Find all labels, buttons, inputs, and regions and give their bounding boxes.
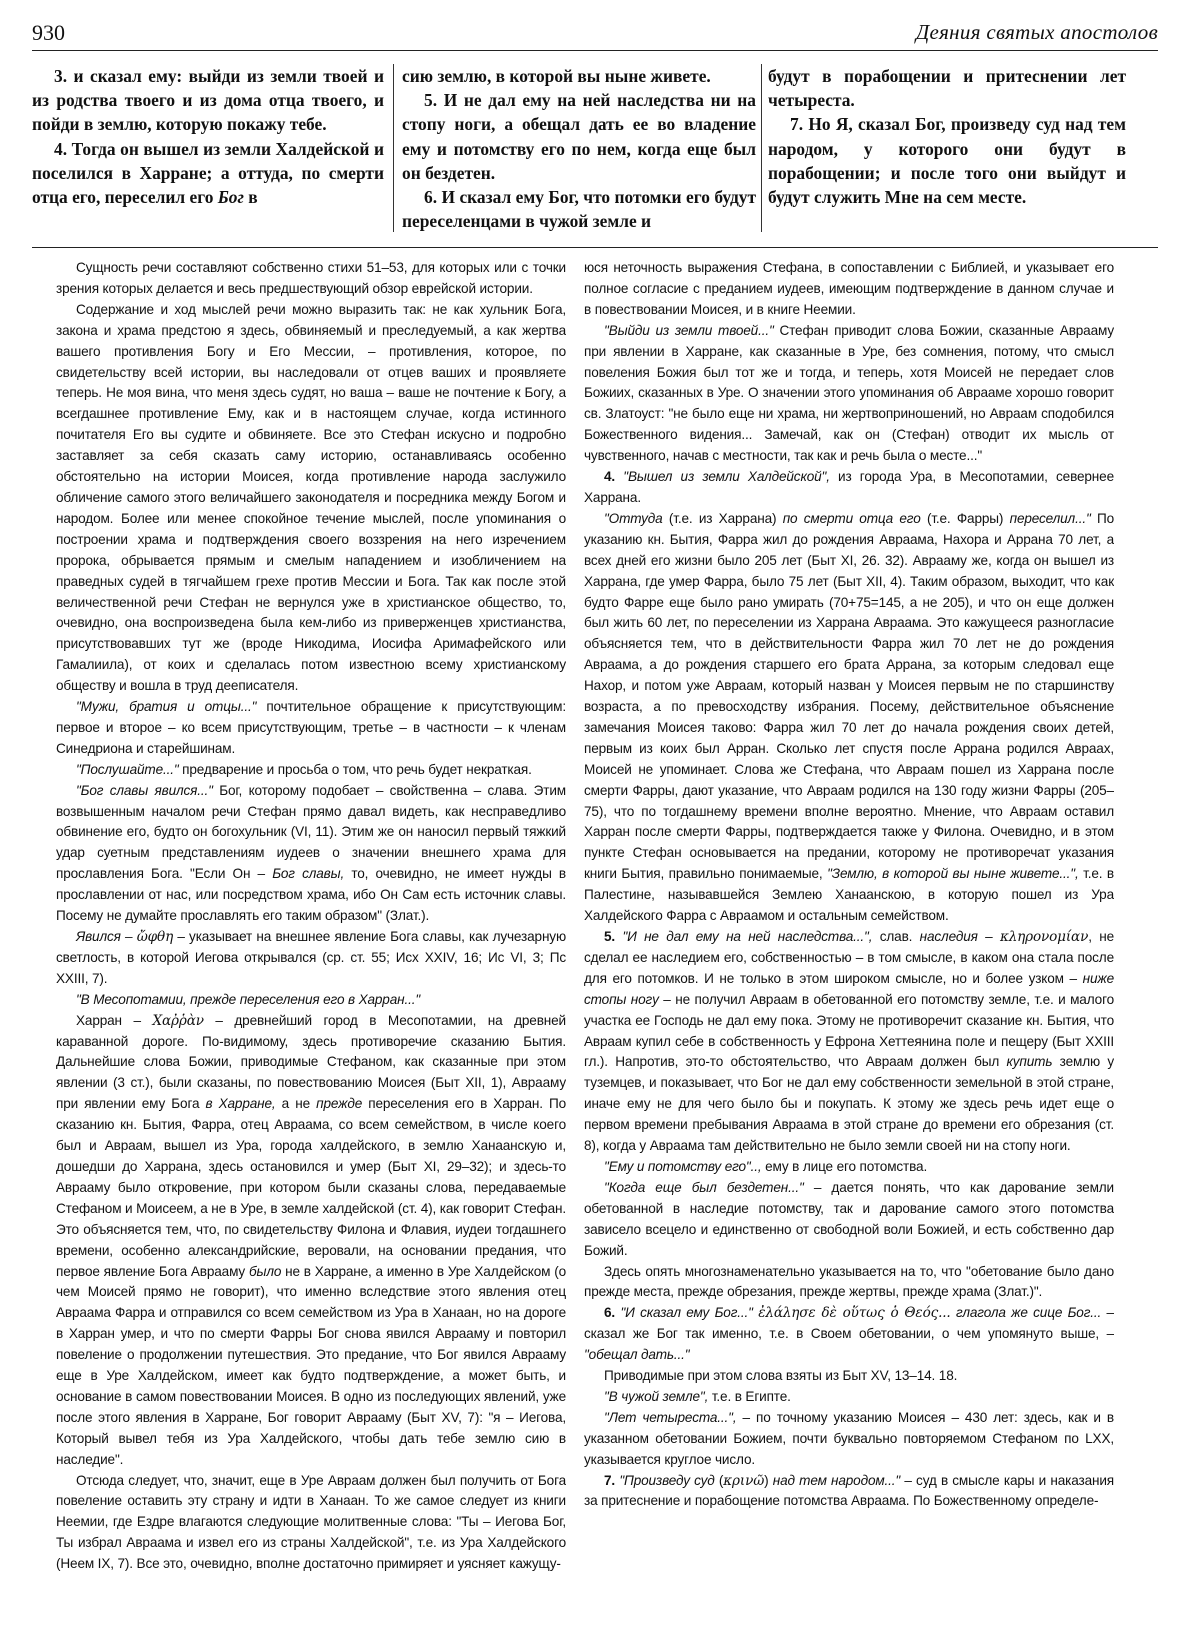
header-rule [32, 50, 1158, 51]
commentary-paragraph: Сущность речи составляют собственно стихи 51–53, для которых или с точки зрения которых делается и весь предшествующий обзор еврейской истории. [56, 260, 566, 296]
scripture-verse: 5. И не дал ему на ней наследства ни на стопу ноги, а обещал дать ее во владение ему и потомству его по нем, когда еще был он бездетен. [402, 90, 756, 183]
commentary-paragraph: 6. "И сказал ему Бог..." ἐλάλησε δὲ οὕτως ὁ Θεός... глагола же сице Бог... – сказал же Бог так именно, т.е. в Своем обетовании, о чем упомянуто выше, – "обещал дать..." [584, 1305, 1114, 1363]
page-header [32, 20, 1158, 50]
scripture-column-2 [402, 64, 756, 236]
commentary-paragraph: Здесь опять многознаменательно указывается на то, что "обетование было дано прежде места, прежде обрезания, прежде жертвы, прежде храма (Злат.)". [584, 1263, 1114, 1300]
commentary-paragraph: Отсюда следует, что, значит, еще в Уре Авраам должен был получить от Бога повеление оставить эту страну и идти в Ханаан. То же самое следует из книги Неемии, где Ездре влагаются следующие молитвенные слова: "Ты – Иегова Бог, Ты избрал Авраама и извел его из страны Халдейской", т.е. из Ура Халдейского (Неем IX, 7). Все это, очевидно, вполне достаточно примиряет и уясняет кажущу- [56, 1472, 566, 1572]
commentary-paragraph: "Ему и потомству его".., ему в лице его потомства. [604, 1158, 928, 1174]
commentary-paragraph: "Мужи, братия и отцы..." почтительное обращение к присутствующим: первое и второе – ко всем присутствующим, третье – в частности – к членам Синедриона и старейшинам. [56, 699, 566, 756]
scripture-verse: сию землю, в которой вы ныне живете. [402, 66, 711, 86]
column-divider [393, 64, 394, 232]
scripture-column-3 [768, 64, 1126, 236]
commentary-paragraph: Явился – ὤφθη – указывает на внешнее явление Бога славы, как лучезарную светлость, в которой Иегова открывался (ср. ст. 55; Исх XXIV, 16; Ис VI, 3; Пс XXIII, 7). [56, 929, 566, 986]
commentary-paragraph: "Бог славы явился..." Бог, которому подобает – свойственна – слава. Этим возвышенным началом речи Стефан прямо давал видеть, как несправедливо обвинение его, будто он богохульник (VI, 11). Этим же он наносил первый тяжкий удар суетным представлениям иудеев о значении внешнего храма для прославления Бога. "Если Он – Бог славы, то, очевидно, не имеет нужды в прославлении от нас, или посредством храма, ибо Он Сам есть источник славы. Посему не думайте прославлять его таким образом" (Злат.). [56, 782, 566, 924]
page-number: 930 [32, 20, 65, 45]
commentary-paragraph: "Лет четыреста...", – по точному указанию Моисея – 430 лет: здесь, как и в указанном обетовании Божием, почти буквально повторяемом Стефаном по LXX, указывается круглое число. [584, 1409, 1114, 1467]
commentary-paragraph: "Когда еще был бездетен..." – дается понять, что как дарование земли обетованной в наследие потомству, так и дарование самого этого потомства зависело всецело и единственно от свободной воли Божией, и есть собственно дар Божий. [584, 1179, 1114, 1258]
commentary-column-2 [584, 258, 1114, 1623]
commentary-paragraph: "Оттуда (т.е. из Харрана) по смерти отца его (т.е. Фарры) переселил..." По указанию кн. Бытия, Фарра жил до рождения Авраама, Нахора и Аррана 70 лет, а всех дней его жизни было 205 лет (Быт XI, 26. 32). Аврааму же, когда он вышел из Харрана, где умер Фарра, было 75 лет (Быт XII, 4). Таким образом, выходит, что как будто Фарре еще было рано умирать (70+75=145, а не 205), и что он еще должен был жить 60 лет, по переселении из Харрана Авраама. Это кажущееся разногласие объясняется тем, что в действительности Фарра жил 70 лет не до рождения Авраама, а до рождения старшего его брата Аррана, за которым следовал еще Нахор, и потом уже Авраам, который назван у Моисея первым не по старшинству возраста, а по превосходству избрания. Посему, действительное объяснение замечания Моисея таково: Фарра жил 70 лет до начала рождения своих детей, первым из коих был Арран. Сколько лет спустя после Аррана родился Авраах, Моисей не упоминает. Слова же Стефана, что Авраам пошел из Харрана после смерти Фарры, дают указание, что Авраам родился на 130 году жизни Фарры (205–75), что по тогдашнему времени вполне вероятно. Мнение, что Авраам оставил Харран после смерти Фарры, подтверждается также у Филона. Очевидно, и в этом пункте Стефан основывается на предании, которому не противоречат указания книги Бытия, правильно понимаемые, "Землю, в которой вы ныне живете...", т.е. в Палестине, называвшейся Землею Ханаанскою, в которую пошел из Ура Халдейского Фарра с Авраамом и остальным семейством. [584, 510, 1114, 924]
commentary-paragraph: юся неточность выражения Стефана, в сопоставлении с Библией, и указывает его полное согласие с преданием иудеев, имеющим подтверждение в данном случае и в повествовании Моисея, и в книге Неемии. [584, 260, 1114, 317]
commentary-paragraph: 5. "И не дал ему на ней наследства...", слав. наследия – κληρονομίαν, не сделал ее наследием его, собственностью – в том смысле, в каком она стала после для его потомков. И не только в этом широком смысле, но и более узком – ниже стопы ногу – не получил Авраам в обетованной его потомству земле, т.е. и малого участка ее Господь не дал ему пока. Этому не противоречит сказание кн. Бытия, что Авраам купил себе в собственность у Ефрона Хеттеянина поле и пещеру (Быт XXIII гл.). Напротив, это-то обстоятельство, что Авраам должен был купить землю у туземцев, и показывает, что Бог не дал ему собственности земельной в этой стране, иначе ему не для чего было бы и покупать. К этому же здесь речь идет еще о первом времени пребывания Авраама в этой стране до времени его обрезания (ст. 8), когда у Авраама там действительно не было земли своей ни на стопу ноги. [584, 929, 1114, 1154]
running-title: Деяния святых апостолов [915, 20, 1158, 44]
commentary-paragraph: "В чужой земле", т.е. в Египте. [604, 1388, 791, 1404]
commentary-paragraph: "Выйди из земли твоей..." Стефан приводит слова Божии, сказанные Аврааму при явлении в Харране, как сказанные в Уре, без сомнения, потому, что смысл повеления Божия был тот же и тогда, и теперь, хотя Моисей не передает слов Божиих, сказанных в Уре. О значении этого упоминания об Аврааме хорошо говорит св. Златоуст: "не было еще ни храма, ни жертвоприношений, но Авраам сподобился Божественного видения... Замечай, как он (Стефан) отводит их мысль от чувственного, начав с местности, так как и речь была о месте..." [584, 322, 1114, 464]
scripture-column-1 [32, 64, 384, 236]
scripture-verse: будут в порабощении и притеснении лет четыреста. [768, 66, 1126, 111]
commentary-paragraph: Приводимые при этом слова взяты из Быт XV, 13–14. 18. [604, 1368, 958, 1384]
commentary-paragraph: Содержание и ход мыслей речи можно выразить так: не как хульник Бога, закона и храма предстою я здесь, обвиняемый и преследуемый, а как жертва вашего противления Богу и Его Мессии, – противления, которое, по свидетельству всей истории, вы наследовали от отцев ваших и проявляете теперь. Не моя вина, что меня здесь судят, но ваша – ваше не почтение к Богу, а всегдашнее противление Ему, как и в настоящем случае, когда истинного почитателя Его вы судите и обвиняете. Все это Стефан искусно и подробно заставляет за себя сказать саму историю, останавливаясь особенно обстоятельно на истории Моисея, когда противление народа заслужило обличение самого этого величайшего законодателя и посредника между Богом и народом. Более или менее спокойное течение мыслей, после упоминания о построении храма и подтверждения своего воззрения на него изречением пророка, обрывается прямым и смелым нападением и изобличением на праведных судей в тягчайшем грехе против Мессии и Бога. Так как после этой величественной речи Стефан не вернулся уже в христианское общество, то, очевидно, она воспроизведена была кем-либо из приверженцев христианства, присутствовавших тут же (вроде Никодима, Иосифа Аримафейского или Гамалиила), от коих и сделалась потом известною всему христианскому обществу и вошла в труд дееписателя. [56, 301, 566, 694]
commentary-column-1 [56, 258, 566, 1623]
commentary-paragraph: "В Месопотамии, прежде переселения его в Харран..." [76, 991, 421, 1007]
scripture-verse: 4. Тогда он вышел из земли Халдейской и поселился в Харране; а оттуда, по смерти отца его, переселил его Бог в [32, 138, 384, 208]
scripture-verse: 3. и сказал ему: выйди из земли твоей и из родства твоего и из дома отца твоего, и пойди в землю, которую покажу тебе. [32, 66, 384, 135]
commentary-paragraph: 7. "Произведу суд (κρινῶ) над тем народом..." – суд в смысле кары и наказания за притеснение и порабощение потомства Авраама. По Божественному определе- [584, 1472, 1114, 1509]
scripture-verse: 7. Но Я, сказал Бог, произведу суд над тем народом, у которого они будут в порабощении; и после того они выйдут и будут служить Мне на сем месте. [768, 114, 1126, 208]
scripture-verse: 6. И сказал ему Бог, что потомки его будут переселенцами в чужой земле и [402, 187, 756, 232]
column-divider [761, 64, 762, 232]
section-rule [32, 247, 1158, 248]
commentary-paragraph: "Послушайте..." предварение и просьба о том, что речь будет некраткая. [76, 761, 532, 777]
commentary-paragraph: Харран – Χαῤῥὰν – древнейший город в Месопотамии, на древней караванной дороге. По-видимому, здесь противоречие сказанию Бытия. Дальнейшие слова Божии, приводимые Стефаном, как сказанные при этом явлении (3 ст.), были сказаны, по повествованию Моисея (Быт XII, 1), Аврааму при явлении ему Бога в Харране, а не прежде переселения его в Харран. По сказанию кн. Бытия, Фарра, отец Авраама, со всем семейством, в числе коего был и Авраам, вышел из Ура, города халдейского, в землю Ханаанскую и, дошедши до Харрана, здесь остановился и умер (Быт XI, 29–32); и здесь-то Аврааму было откровение, при котором были сказаны слова, передаваемые Стефаном и Моисеем, а не в Уре, в земле халдейской (ст. 4), как говорит Стефан. Это объясняется тем, что, по свидетельству Филона и Флавия, иудеи тогдашнего времени, особенно александрийские, веровали, на основании предания, что первое явление Бога Аврааму было не в Харране, а именно в Уре Халдейском (о чем Моисей прямо не говорит), что именно вследствие этого явления отец Авраама Фарра и отправился со всем семейством из Ура в Ханаан, но на дороге в Харран умер, и что по смерти Фарры Бог снова явился Аврааму и повторил повеление о продолжении путешествия. Это предание, что Бог явился Аврааму еще в Уре Халдейском, имеет как будто подтверждение, а может быть, и основание в самом повествовании Моисея. В одно из последующих явлений, уже после этого явления в Харране, Бог говорит Аврааму (Быт XV, 7): "я – Иегова, Который вывел тебя из Ура Халдейского, чтобы дать тебе землю сию в наследие". [56, 1012, 566, 1467]
commentary-paragraph: 4. "Вышел из земли Халдейской", из города Ура, в Месопотамии, севернее Харрана. [584, 469, 1114, 505]
